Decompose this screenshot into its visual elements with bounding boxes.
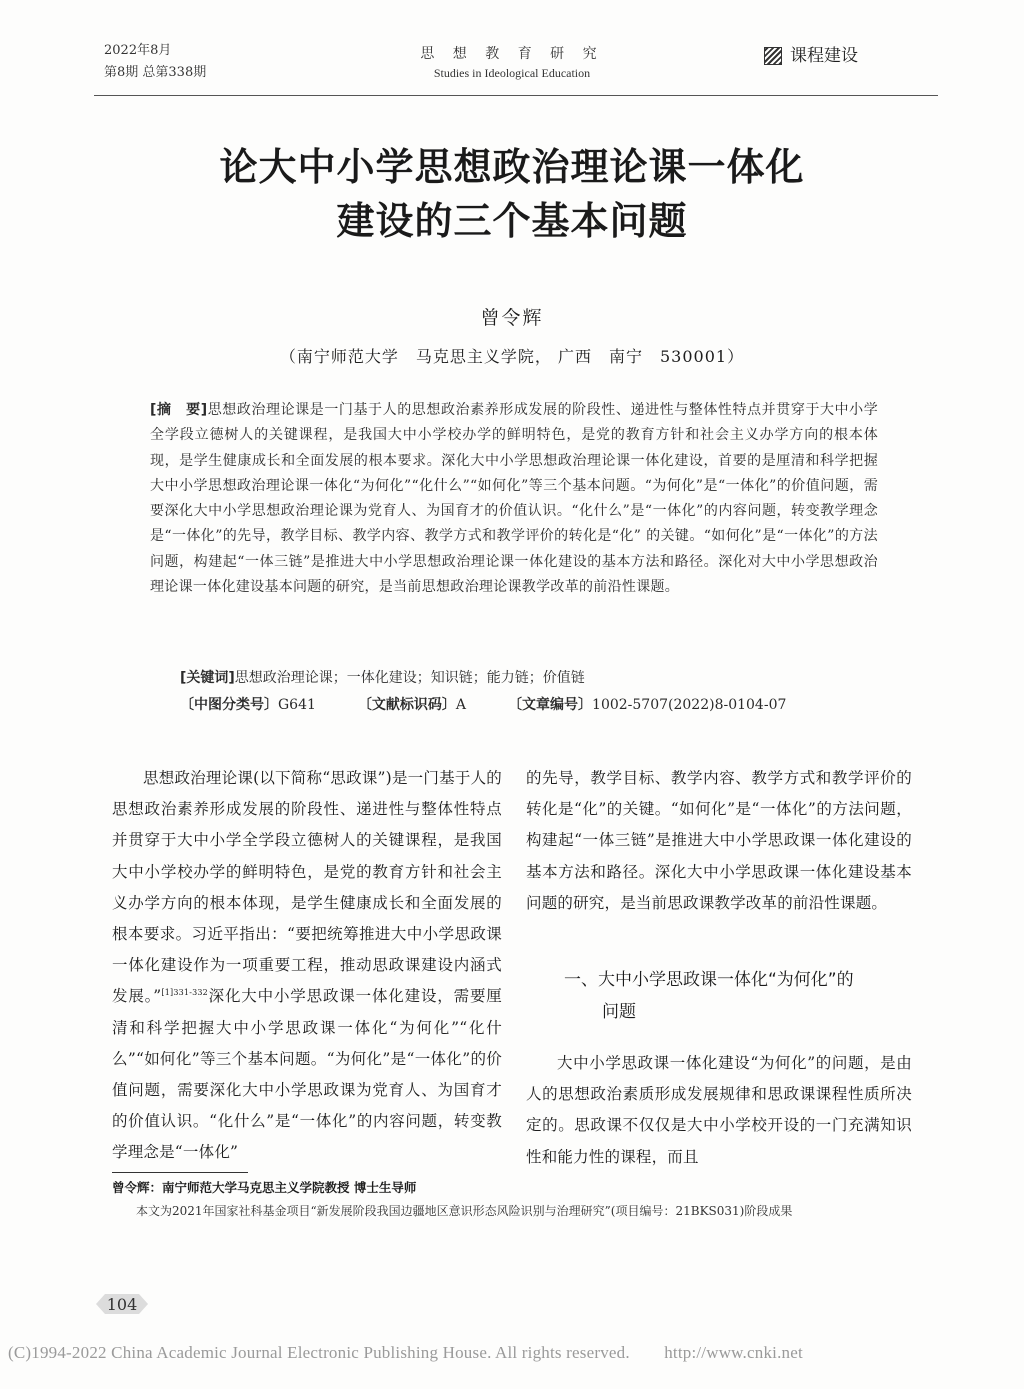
page-number xyxy=(96,1292,148,1316)
hatched-square-icon xyxy=(764,47,782,65)
header-divider xyxy=(94,95,938,96)
column-name: 课程建设 xyxy=(790,46,858,66)
abstract-label: [摘 要] xyxy=(150,402,208,418)
clc-value: G641 xyxy=(278,697,316,713)
body-text: 深化大中小学思政课一体化建设，需要厘清和科学把握大中小学思政课一体化“为何化”“化什么”“如何化”等三个基本问题。“为何化”是“一体化”的价值问题，需要深化大中小学思政课为党育人、为国育才的价值认识。“化什么”是“一体化”的内容问题，转变教学理念是“一体化” xyxy=(112,987,502,1162)
doc-code xyxy=(358,693,466,717)
author-affiliation: （南宁师范大学 马克思主义学院， 广西 南宁 530001） xyxy=(279,347,745,366)
section-heading-line-1: 一、大中小学思政课一体化“为何化”的 xyxy=(564,970,854,990)
keywords xyxy=(180,666,900,690)
clc-label: 〔中图分类号〕 xyxy=(180,697,278,713)
citation: [1]331-332 xyxy=(161,988,208,998)
classification-codes xyxy=(180,693,900,717)
title-line-2: 建设的三个基本问题 xyxy=(336,199,688,243)
article-code xyxy=(508,693,786,717)
section-heading xyxy=(564,964,924,1028)
footnote-divider xyxy=(112,1172,248,1173)
section-paragraph xyxy=(526,1048,912,1173)
doc-value: A xyxy=(455,697,467,713)
art-label: 〔文章编号〕 xyxy=(508,697,593,713)
fund-footnote: 本文为2021年国家社科基金项目“新发展阶段我国边疆地区意识形态风险识别与治理研究”(项目编号：21BKS031)阶段成果 xyxy=(136,1204,793,1218)
clc-code xyxy=(180,693,316,717)
keywords-text: 思想政治理论课；一体化建设；知识链；能力链；价值链 xyxy=(234,670,585,686)
column-tag xyxy=(764,44,858,68)
article-title xyxy=(104,140,920,248)
body-text: 的先导，教学目标、教学内容、教学方式和教学评价的转化是“化”的关键。“如何化”是“一体化”的方法问题，构建起“一体三链”是推进大中小学思政课一体化建设的基本方法和路径。深化大中小学思政课一体化建设基本问题的研究，是当前思政课教学改革的前沿性课题。 xyxy=(526,769,912,912)
body-text: 思想政治理论课(以下简称“思政课”)是一门基于人的思想政治素养形成发展的阶段性、递进性与整体性特点并贯穿于大中小学全学段立德树人的关键课程，是我国大中小学校办学的鲜明特色，是党的教育方针和社会主义办学方向的根本体现，是学生健康成长和全面发展的根本要求。习近平指出：“要把统筹推进大中小学思政课一体化建设作为一项重要工程，推动思政课建设内涵式发展。” xyxy=(112,769,502,1006)
journal-name xyxy=(360,44,664,82)
copyright-notice: (C)1994-2022 China Academic Journal Electronic Publishing House. All rights reserved. http://www.cnki.net xyxy=(8,1343,803,1362)
page-number-text: 104 xyxy=(106,1294,138,1314)
author-footnote: 曾令辉：南宁师范大学马克思主义学院教授 博士生导师 xyxy=(112,1180,417,1195)
title-line-1: 论大中小学思想政治理论课一体化 xyxy=(219,145,805,189)
author-name: 曾令辉 xyxy=(480,307,544,329)
doc-label: 〔文献标识码〕 xyxy=(357,697,456,713)
abstract xyxy=(150,398,878,600)
issue-info xyxy=(104,40,206,84)
issue-number: 第8期 总第338期 xyxy=(104,65,207,80)
issue-date: 2022年8月 xyxy=(104,43,172,58)
journal-name-cn: 思 想 教 育 研 究 xyxy=(420,46,604,62)
art-value: 1002-5707(2022)8-0104-07 xyxy=(592,697,787,713)
journal-name-en: Studies in Ideological Education xyxy=(433,66,591,80)
body-text: 大中小学思政课一体化建设“为何化”的问题，是由人的思想政治素质形成发展规律和思政课课程性质所决定的。思政课不仅仅是大中小学校开设的一门充满知识性和能力性的课程，而且 xyxy=(526,1054,912,1166)
body-right-column xyxy=(526,763,912,919)
section-heading-line-2: 问题 xyxy=(602,1002,636,1022)
keywords-label: [关键词] xyxy=(180,670,235,686)
abstract-text: 思想政治理论课是一门基于人的思想政治素养形成发展的阶段性、递进性与整体性特点并贯穿于大中小学全学段立德树人的关键课程，是我国大中小学校办学的鲜明特色，是党的教育方针和社会主义办学方向的根本体现，是学生健康成长和全面发展的根本要求。深化大中小学思想政治理论课一体化建设，首要的是厘清和科学把握大中小学思想政治理论课一体化“为何化”“化什么”“如何化”等三个基本问题。“为何化”是“一体化”的价值问题，需要深化大中小学思想政治理论课为党育人、为国育才的价值认识。“化什么”是“一体化”的内容问题，转变教学理念是“一体化”的先导，教学目标、教学内容、教学方式和教学评价的转化是“化” 的关键。“如何化”是“一体化”的方法问题，构建起“一体三链”是推进大中小学思想政治理论课一体化建设的基本方法和路径。深化对大中小学思想政治理论课一体化建设基本问题的研究，是当前思想政治理论课教学改革的前沿性课题。 xyxy=(150,402,879,596)
body-left-column xyxy=(112,763,502,1169)
